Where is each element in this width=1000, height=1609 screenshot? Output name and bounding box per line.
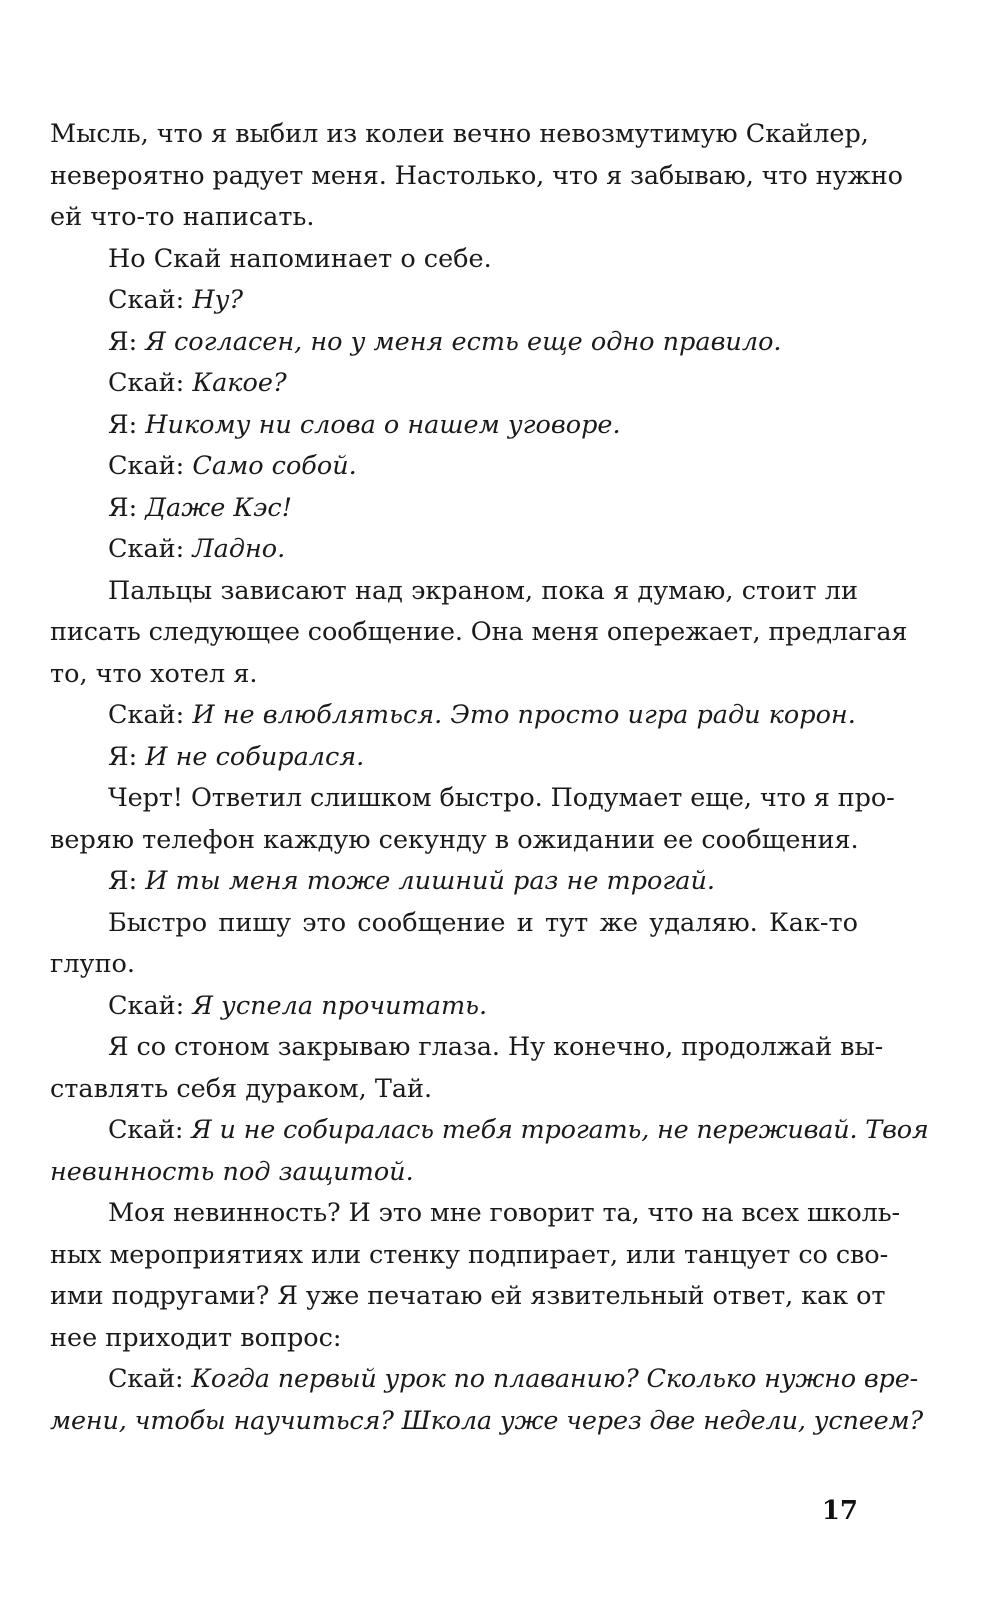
- narration-text: глупо.: [50, 949, 136, 979]
- text-line: [50, 446, 858, 488]
- text-line: [50, 944, 858, 986]
- text-line: [50, 239, 858, 281]
- text-line: [50, 612, 908, 654]
- narration-text: Моя невинность? И это мне говорит та, что на всех школь-: [108, 1198, 900, 1228]
- message-text: И ты меня тоже лишний раз не трогай.: [145, 866, 716, 896]
- narration-text: невероятно радует меня. Настолько, что я забываю, что нужно: [50, 160, 903, 191]
- text-line: [50, 156, 903, 198]
- body-text: [50, 114, 929, 1442]
- text-line: [50, 778, 895, 820]
- narration-text: Но Скай напоминает о себе.: [108, 243, 492, 274]
- message-text: Когда первый урок по плаванию? Сколько нужно вре-: [191, 1364, 919, 1394]
- narration-text: Скай:: [108, 451, 193, 481]
- text-line: [50, 861, 858, 903]
- narration-text: то, что хотел я.: [50, 658, 258, 689]
- text-line: [50, 197, 858, 239]
- message-text: Я согласен, но у меня есть еще одно правило.: [145, 326, 782, 357]
- narration-text: Быстро пишу это сообщение и тут же удаляю. Как-то: [108, 907, 858, 938]
- text-line: [50, 820, 858, 862]
- narration-text: Я со стоном закрываю глаза. Ну конечно, продолжай вы-: [108, 1032, 884, 1062]
- text-line: [50, 1152, 858, 1194]
- text-line: [50, 529, 858, 571]
- message-text: мени, чтобы научиться? Школа уже через две недели, успеем?: [50, 1405, 924, 1436]
- narration-text: ставлять себя дураком, Тай.: [50, 1073, 433, 1104]
- text-line: [50, 280, 858, 322]
- narration-text: Мысль, что я выбил из колеи вечно невозмутимую Скайлер,: [50, 119, 869, 149]
- text-line: [50, 1276, 886, 1318]
- narration-text: Черт! Ответил слишком быстро. Подумает еще, что я про-: [108, 783, 895, 813]
- narration-text: Я:: [108, 326, 146, 357]
- message-text: Какое?: [192, 368, 287, 398]
- message-text: Никому ни слова о нашем уговоре.: [145, 409, 621, 440]
- text-line: [50, 1193, 900, 1235]
- text-line: [50, 1318, 858, 1360]
- narration-text: писать следующее сообщение. Она меня опережает, предлагая: [50, 617, 908, 647]
- message-text: Ладно.: [192, 534, 286, 564]
- text-line: [50, 488, 858, 530]
- message-text: И не собирался.: [145, 741, 365, 772]
- narration-text: ных мероприятиях или стенку подпирает, или танцует со сво-: [50, 1239, 889, 1270]
- text-line: [50, 654, 858, 696]
- message-text: Даже Кэс!: [145, 492, 292, 523]
- narration-text: Скай:: [108, 990, 193, 1021]
- page-number: 17: [821, 1496, 858, 1526]
- text-line: [50, 903, 858, 945]
- text-line: [50, 322, 858, 364]
- text-line: [50, 114, 869, 156]
- text-line: [50, 1235, 889, 1277]
- narration-text: нее приходит вопрос:: [50, 1322, 342, 1353]
- text-line: [50, 1359, 919, 1401]
- text-line: [50, 1110, 929, 1152]
- narration-text: Я:: [108, 866, 146, 896]
- narration-text: Пальцы зависают над экраном, пока я думаю, стоит ли: [108, 575, 858, 606]
- text-line: [50, 363, 858, 405]
- message-text: Я успела прочитать.: [192, 990, 488, 1021]
- narration-text: Скай:: [108, 368, 193, 398]
- text-line: [50, 695, 858, 737]
- narration-text: Я:: [108, 492, 146, 523]
- message-text: Само собой.: [192, 451, 357, 481]
- text-line: [50, 1069, 858, 1111]
- text-line: [50, 737, 858, 779]
- message-text: Я и не собиралась тебя трогать, не переживай. Твоя: [191, 1115, 929, 1145]
- message-text: Ну?: [192, 285, 244, 315]
- narration-text: Я:: [108, 741, 146, 772]
- message-text: невинность под защитой.: [50, 1156, 414, 1187]
- narration-text: Скай:: [108, 1115, 192, 1145]
- narration-text: Я:: [108, 409, 146, 440]
- narration-text: ей что-то написать.: [50, 202, 315, 232]
- text-line: [50, 1027, 884, 1069]
- narration-text: Скай:: [108, 1364, 192, 1394]
- text-line: [50, 571, 858, 613]
- text-line: [50, 405, 858, 447]
- narration-text: Скай:: [108, 534, 193, 564]
- narration-text: веряю телефон каждую секунду в ожидании ее сообщения.: [50, 824, 859, 855]
- narration-text: ими подругами? Я уже печатаю ей язвительный ответ, как от: [50, 1281, 886, 1311]
- narration-text: Скай:: [108, 285, 193, 315]
- text-line: [50, 986, 858, 1028]
- message-text: И не влюбляться. Это просто игра ради корон.: [192, 700, 856, 730]
- narration-text: Скай:: [108, 700, 193, 730]
- text-line: [50, 1401, 924, 1443]
